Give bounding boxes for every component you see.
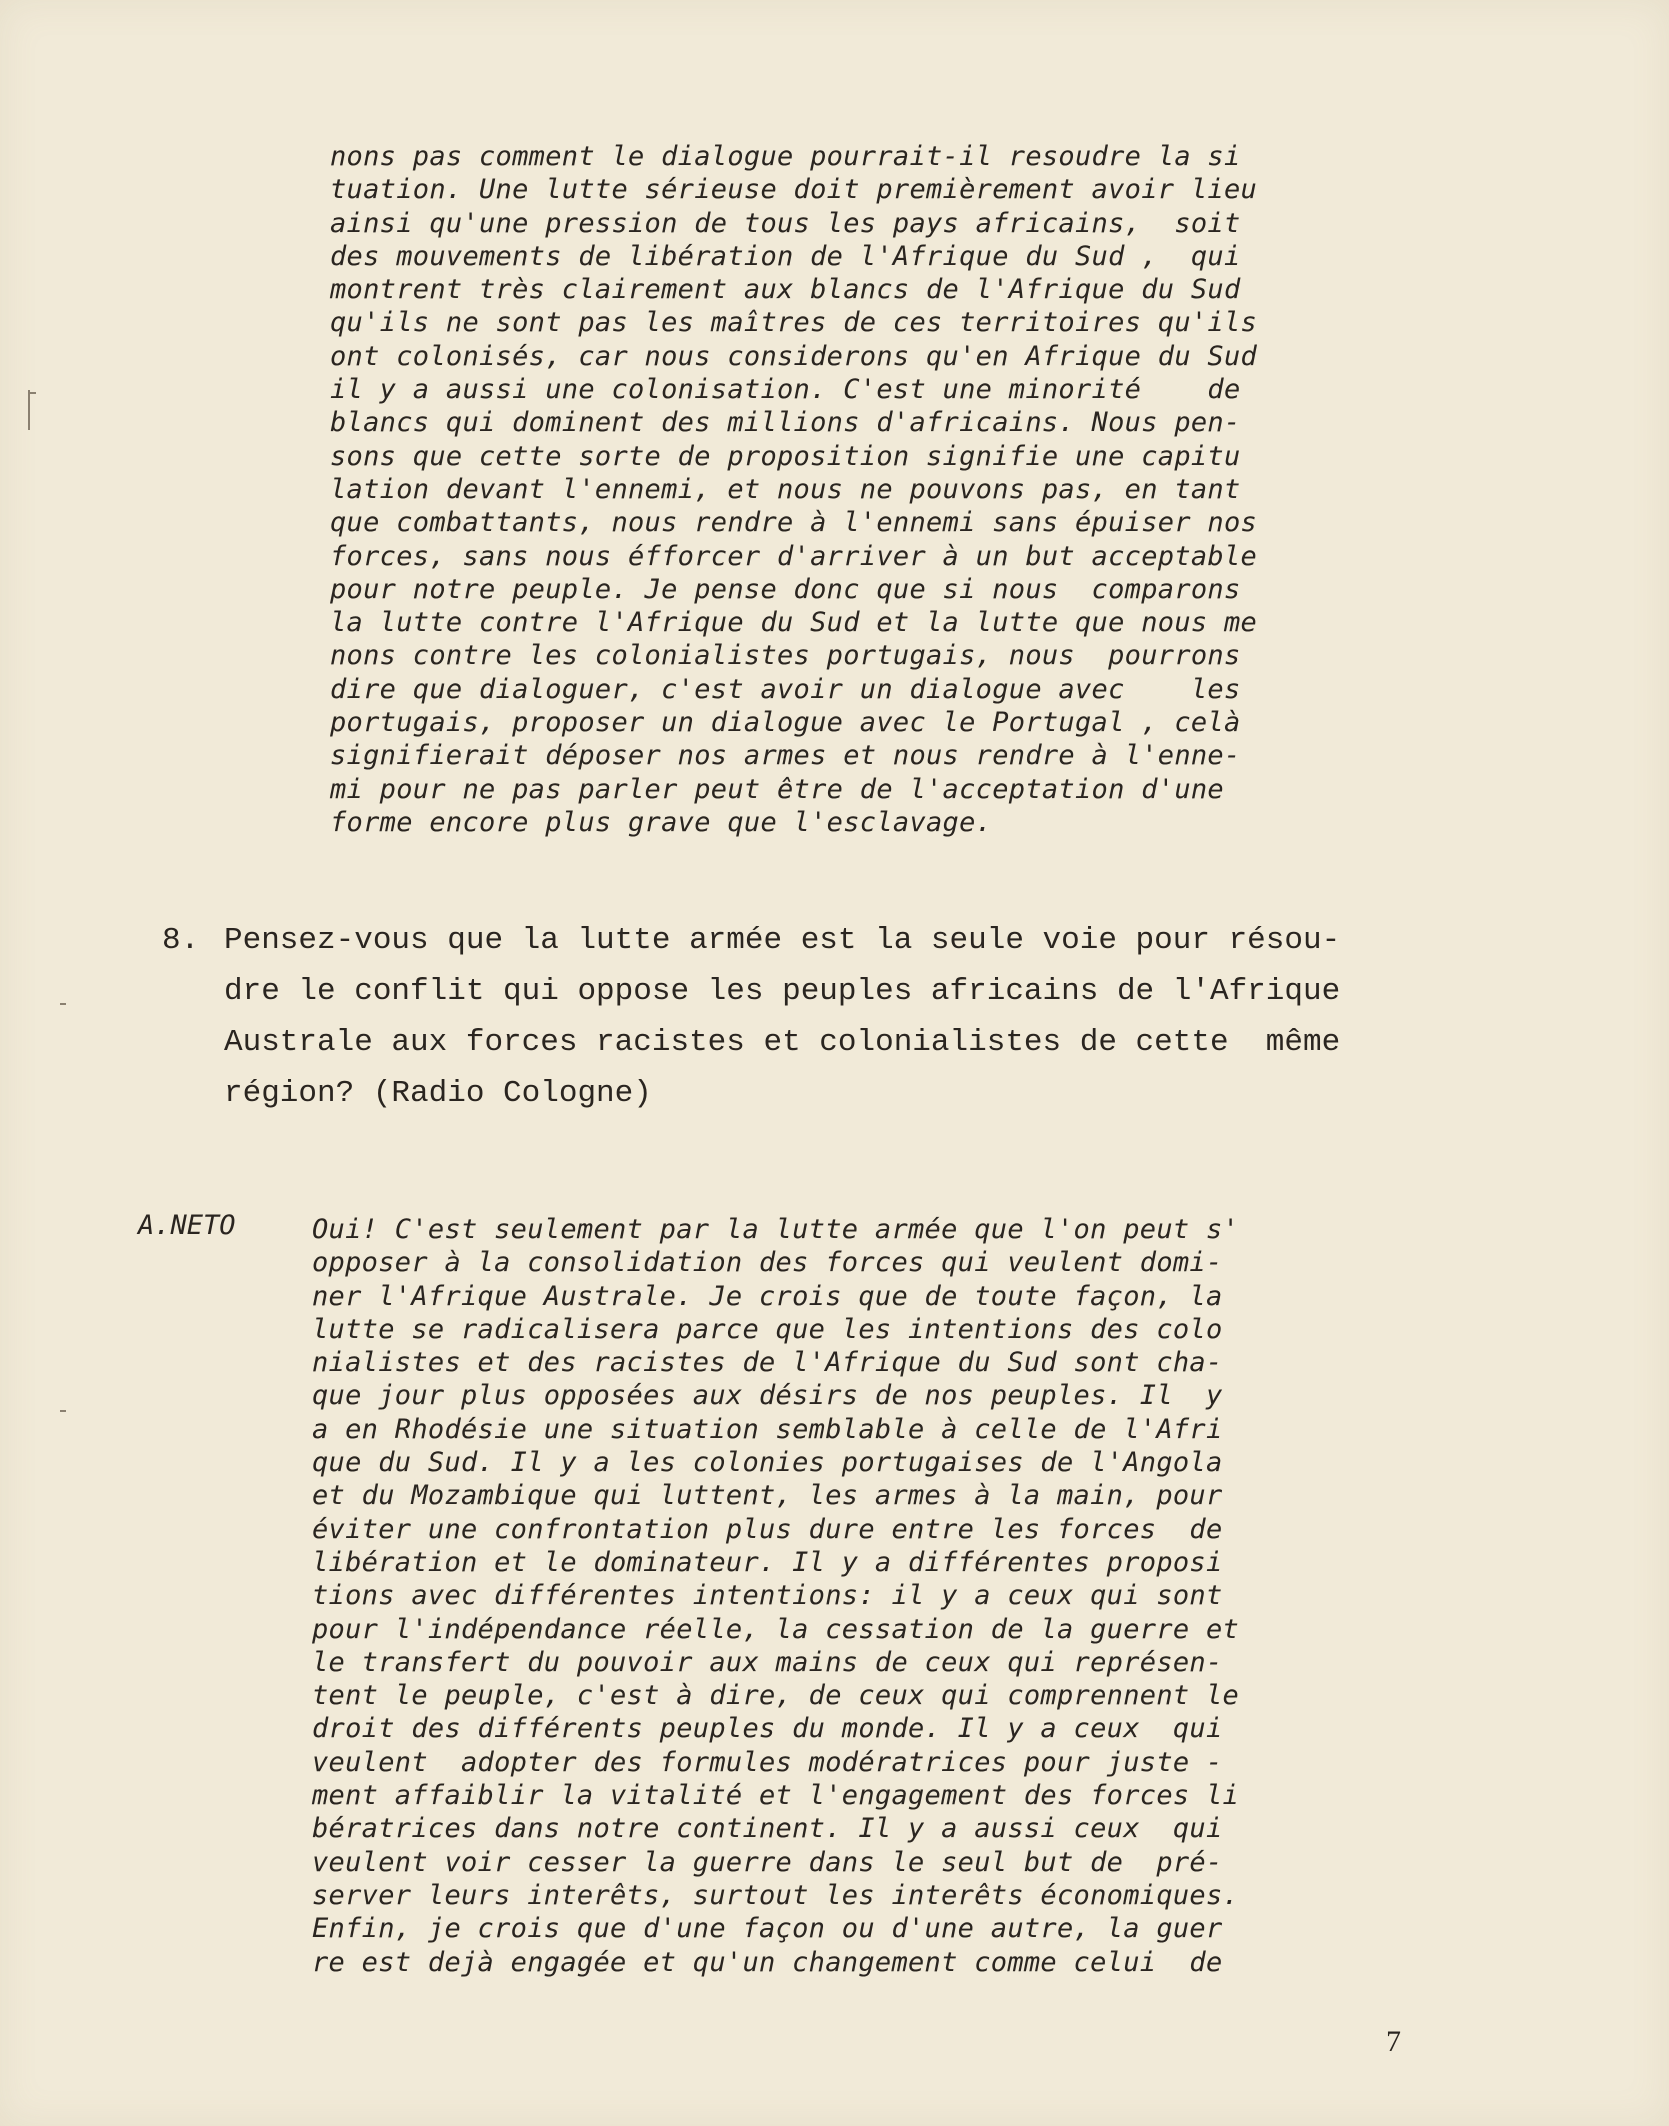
question-line: Pensez-vous que la lutte armée est la seule voie pour résou- (224, 923, 1341, 958)
text-line: veulent adopter des formules modératrices pour juste - (312, 1746, 1223, 1778)
text-line: le transfert du pouvoir aux mains de ceux qui représen- (312, 1646, 1223, 1678)
text-line: qu'ils ne sont pas les maîtres de ces territoires qu'ils (330, 307, 1258, 339)
text-line: veulent voir cesser la guerre dans le seul but de pré- (312, 1846, 1223, 1878)
text-line: ainsi qu'une pression de tous les pays africains, soit (330, 207, 1241, 239)
text-line: libération et le dominateur. Il y a différentes proposi (312, 1546, 1223, 1578)
text-line: pour notre peuple. Je pense donc que si nous comparons (330, 573, 1241, 605)
text-line: pour l'indépendance réelle, la cessation de la guerre et (312, 1613, 1240, 1645)
text-line: sons que cette sorte de proposition signifie une capitu (330, 440, 1241, 472)
margin-tick (60, 1410, 66, 1412)
text-line: tions avec différentes intentions: il y a ceux qui sont (312, 1580, 1223, 1612)
text-line: lation devant l'ennemi, et nous ne pouvons pas, en tant (330, 473, 1241, 505)
text-line: bératrices dans notre continent. Il y a aussi ceux qui (312, 1813, 1223, 1845)
text-line: Enfin, je crois que d'une façon ou d'une autre, la guer (312, 1913, 1223, 1945)
margin-tick (60, 1003, 66, 1005)
text-line: blancs qui dominent des millions d'africains. Nous pen- (330, 407, 1241, 439)
text-line: lutte se radicalisera parce que les intentions des colo (312, 1313, 1223, 1345)
continued-answer-text (330, 140, 1257, 839)
question-number: 8. (162, 923, 200, 958)
text-line: tent le peuple, c'est à dire, de ceux qui comprennent le (312, 1680, 1240, 1712)
text-line: que du Sud. Il y a les colonies portugaises de l'Angola (312, 1447, 1223, 1479)
text-line: dire que dialoguer, c'est avoir un dialogue avec les (330, 673, 1241, 705)
text-line: ner l'Afrique Australe. Je crois que de toute façon, la (312, 1280, 1223, 1312)
text-line: forme encore plus grave que l'esclavage. (330, 806, 993, 838)
text-line: que combattants, nous rendre à l'ennemi sans épuiser nos (330, 507, 1258, 539)
text-line: nons pas comment le dialogue pourrait-il resoudre la si (330, 141, 1241, 172)
question-line: région? (Radio Cologne) (224, 1076, 652, 1111)
margin-tick (28, 390, 30, 430)
text-line: droit des différents peuples du monde. Il y a ceux qui (312, 1713, 1223, 1745)
text-line: Oui! C'est seulement par la lutte armée que l'on peut s' (312, 1214, 1240, 1245)
text-line: portugais, proposer un dialogue avec le Portugal , celà (330, 707, 1241, 739)
question-line: dre le conflit qui oppose les peuples africains de l'Afrique (224, 974, 1341, 1009)
question-line: Australe aux forces racistes et colonialistes de cette même (224, 1025, 1341, 1060)
text-line: il y a aussi une colonisation. C'est une minorité de (330, 374, 1241, 406)
text-line: a en Rhodésie une situation semblable à celle de l'Afri (312, 1413, 1223, 1445)
text-line: nialistes et des racistes de l'Afrique du Sud sont cha- (312, 1347, 1223, 1379)
speaker-label: A.NETO (138, 1210, 236, 1241)
text-line: et du Mozambique qui luttent, les armes à la main, pour (312, 1480, 1223, 1512)
text-line: ont colonisés, car nous considerons qu'en Afrique du Sud (330, 340, 1258, 372)
text-line: forces, sans nous éfforcer d'arriver à un but acceptable (330, 540, 1258, 572)
text-line: mi pour ne pas parler peut être de l'acceptation d'une (330, 773, 1224, 805)
answer-text (312, 1213, 1239, 1979)
text-line: signifierait déposer nos armes et nous rendre à l'enne- (330, 740, 1241, 772)
text-line: que jour plus opposées aux désirs de nos peuples. Il y (312, 1380, 1223, 1412)
text-line: nons contre les colonialistes portugais, nous pourrons (330, 640, 1241, 672)
page-number: 7 (1386, 2025, 1401, 2058)
question-text (224, 915, 1340, 1119)
text-line: montrent très clairement aux blancs de l'Afrique du Sud (330, 274, 1241, 306)
text-line: des mouvements de libération de l'Afrique du Sud , qui (330, 240, 1241, 272)
text-line: opposer à la consolidation des forces qui veulent domi- (312, 1247, 1223, 1279)
text-line: éviter une confrontation plus dure entre les forces de (312, 1513, 1223, 1545)
text-line: server leurs interêts, surtout les interêts économiques. (312, 1879, 1240, 1911)
text-line: tuation. Une lutte sérieuse doit premièrement avoir lieu (330, 174, 1258, 206)
text-line: la lutte contre l'Afrique du Sud et la lutte que nous me (330, 607, 1258, 639)
text-line: ment affaiblir la vitalité et l'engagement des forces li (312, 1780, 1240, 1812)
text-line: re est dejà engagée et qu'un changement comme celui de (312, 1946, 1223, 1978)
